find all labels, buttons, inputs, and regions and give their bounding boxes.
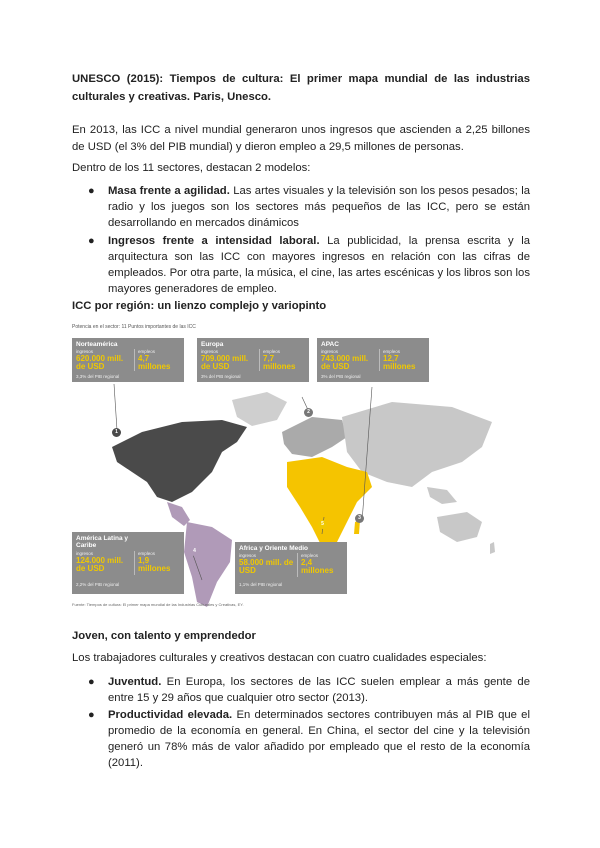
qualities-list (72, 674, 530, 771)
region-marker: 3 (355, 514, 364, 523)
intro-paragraph: En 2013, las ICC a nivel mundial generaron unos ingresos que ascienden a 2,25 billones de USD (el 3% del PIB mundial) y dieron empleo a 29,5 millones de personas. (72, 124, 530, 153)
region-box-latin-america (72, 532, 184, 594)
section-title-region: ICC por región: un lienzo complejo y variopinto (72, 300, 327, 312)
model-title: Masa frente a agilidad. (108, 185, 230, 197)
revenue-label: ingresos (201, 349, 219, 354)
jobs-value: 4,7 millones (138, 354, 171, 371)
revenue-label: ingresos (76, 551, 94, 556)
revenue-label: ingresos (321, 349, 339, 354)
list-item (72, 707, 530, 771)
jobs-label: empleos (263, 349, 281, 354)
quality-title: Juventud. (108, 676, 162, 688)
list-item (72, 674, 530, 706)
model-text: Las artes visuales y la televisión son los pesos pesados; la radio y los juegos son los sectores más pequeños de las ICC, pero se están desarrollando en mercados dinámicos (108, 185, 530, 229)
map-europe (282, 417, 347, 457)
models-list (72, 183, 530, 297)
quality-title: Productividad elevada. (108, 709, 233, 721)
section-title-young: Joven, con talento y emprendedor (72, 630, 256, 642)
map-north-america (112, 420, 247, 502)
figure-source: Fuente: Tiempos de cultura: El primer mapa mundial de las Industrias Culturales y Creativas, EY. (72, 602, 244, 607)
reference-heading: UNESCO (2015): Tiempos de cultura: El primer mapa mundial de las industrias culturales y creativas. Paris, Unesco. (72, 73, 530, 103)
revenue-label: ingresos (76, 349, 94, 354)
models-intro: Dentro de los 11 sectores, destacan 2 modelos: (72, 162, 311, 174)
bullet-icon: ● (88, 185, 95, 197)
jobs-value: 7,7 millones (263, 354, 296, 371)
region-box-apac (317, 338, 429, 382)
region-name: Norteamérica (76, 341, 118, 348)
map-south-america (184, 522, 232, 607)
quality-text: En determinados sectores contribuyen más al PIB que el promedio de la economía en general. En China, el sector del cine y la televisión generó un 78% más de valor añadido por empleado que el resto de la economía (2011). (108, 709, 530, 769)
revenue-value: 124.000 mill. de USD (76, 556, 124, 573)
bullet-icon: ● (88, 709, 95, 721)
region-name: Africa y Oriente Medio (239, 545, 308, 552)
figure-title: Potencia en el sector: 11 Puntos importantes de las ICC (72, 324, 196, 330)
model-text: La publicidad, la prensa escrita y la arquitectura son las ICC con mayores ingresos en relación con las cifras de empleados. Por otra parte, la música, el cine, las artes escénicas y los libros son los mayores generadores de empleo. (108, 235, 530, 295)
quality-text: En Europa, los sectores de las ICC suelen emplear a más gente de entre 15 y 29 años que cualquier otro sector (2013). (108, 676, 530, 704)
region-box-north-america (72, 338, 184, 382)
jobs-label: empleos (138, 349, 156, 354)
gdp-share: 2,2% del PIB regional (76, 582, 120, 587)
gdp-share: 3% del PIB regional (201, 374, 241, 379)
map-central-america (167, 502, 190, 526)
gdp-share: 1,1% del PIB regional (239, 582, 283, 587)
map-southeast-asia (427, 487, 457, 504)
map-africa-middle-east (287, 457, 372, 547)
region-marker: 4 (190, 547, 199, 556)
revenue-value: 709.000 mill. de USD (201, 354, 249, 371)
region-marker: 2 (304, 408, 313, 417)
map-new-zealand (490, 542, 495, 554)
region-name: Europa (201, 341, 224, 348)
jobs-value: 12,7 millones (383, 354, 416, 371)
jobs-label: empleos (138, 551, 156, 556)
revenue-label: ingresos (239, 553, 257, 558)
revenue-value: 58.000 mill. de USD (239, 558, 294, 575)
jobs-label: empleos (383, 349, 401, 354)
bullet-icon: ● (88, 235, 95, 247)
jobs-label: empleos (301, 553, 319, 558)
region-name: América Latina y Caribe (76, 535, 129, 549)
gdp-share: 3,3% del PIB regional (76, 374, 120, 379)
icc-world-map-figure (72, 322, 530, 612)
map-australia (437, 512, 482, 542)
list-item (72, 183, 530, 231)
region-marker: 1 (112, 428, 121, 437)
model-title: Ingresos frente a intensidad laboral. (108, 235, 320, 247)
bullet-icon: ● (88, 676, 95, 688)
gdp-share: 3% del PIB regional (321, 374, 361, 379)
jobs-value: 2,4 millones (301, 558, 334, 575)
list-item (72, 233, 530, 297)
qualities-intro: Los trabajadores culturales y creativos destacan con cuatro cualidades especiales: (72, 652, 487, 664)
region-marker: 5 (318, 520, 327, 529)
map-greenland (232, 392, 287, 426)
region-box-africa-middle-east (235, 542, 347, 594)
revenue-value: 620.000 mill. de USD (76, 354, 124, 371)
jobs-value: 1,9 millones (138, 556, 171, 573)
revenue-value: 743.000 mill. de USD (321, 354, 369, 371)
region-name: APAC (321, 341, 339, 348)
region-box-europe (197, 338, 309, 382)
